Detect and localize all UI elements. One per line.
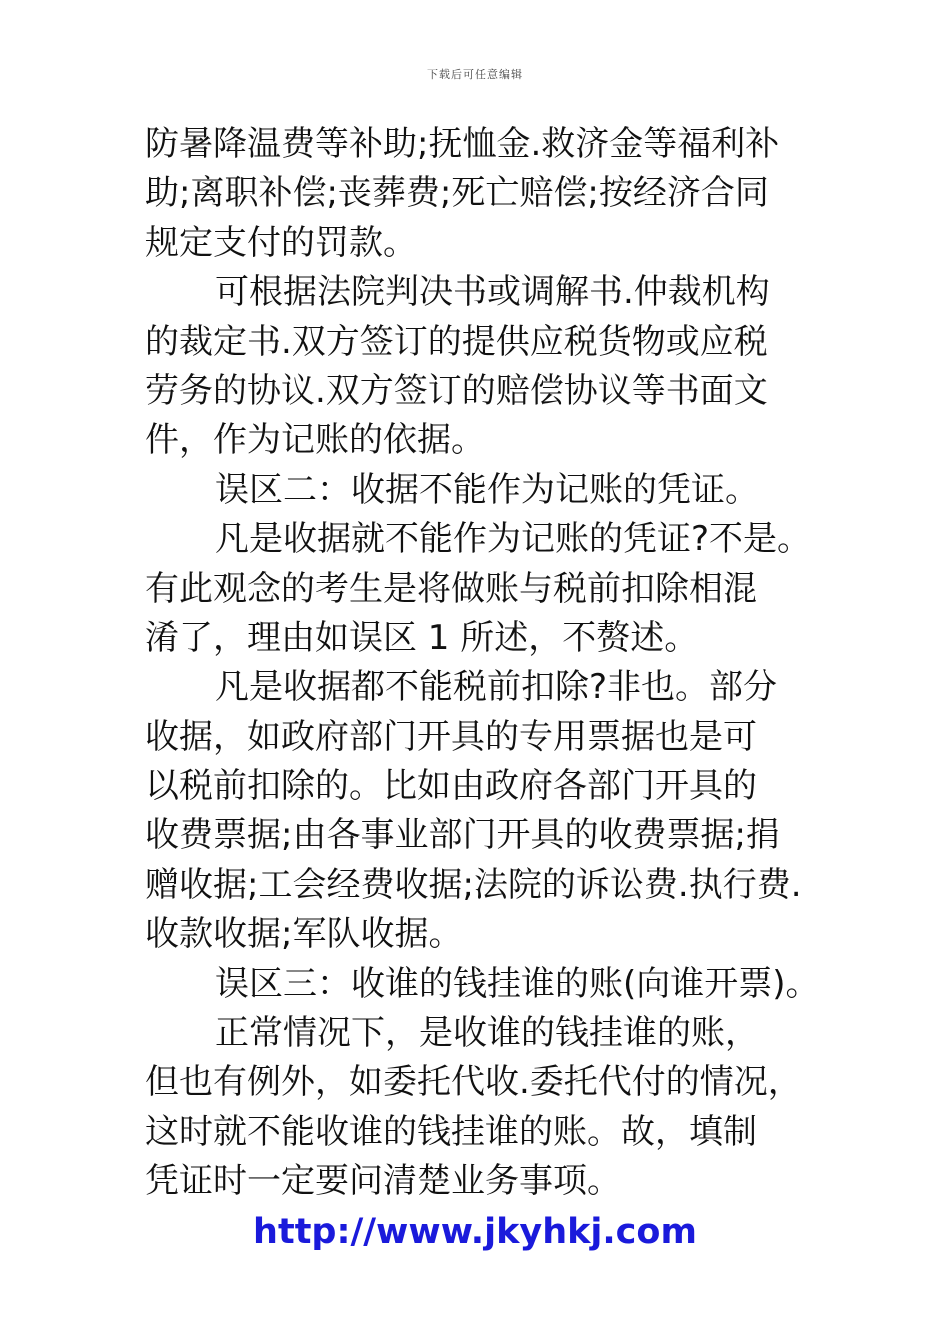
text-line: 的裁定书.双方签订的提供应税货物或应税: [145, 321, 768, 362]
text-line: 这时就不能收谁的钱挂谁的账。故，填制: [145, 1111, 757, 1152]
text-line: 淆了，理由如误区 1 所述，不赘述。: [145, 617, 699, 658]
text-line: 收款收据;军队收据。: [145, 914, 463, 955]
paragraph-start-line: 凡是收据都不能税前扣除?非也。部分: [215, 667, 778, 708]
text-line: 收据，如政府部门开具的专用票据也是可: [145, 716, 757, 757]
text-line: 凭证时一定要问清楚业务事项。: [145, 1161, 621, 1202]
text-line: 防暑降温费等补助;抚恤金.救济金等福利补: [145, 124, 780, 164]
website-link[interactable]: http://www.jkyhkj.com: [253, 1212, 697, 1252]
text-line: 但也有例外，如委托代收.委托代付的情况，: [145, 1062, 802, 1103]
document-body: [145, 120, 820, 1207]
text-line: 赠收据;工会经费收据;法院的诉讼费.执行费.: [145, 864, 802, 905]
text-line: 件，作为记账的依据。: [145, 420, 485, 461]
text-line: 有此观念的考生是将做账与税前扣除相混: [145, 568, 757, 609]
text-line: 规定支付的罚款。: [145, 222, 417, 263]
paragraph-start-line: 可根据法院判决书或调解书.仲裁机构: [215, 272, 770, 313]
section-heading-misconception-2: 误区二：收据不能作为记账的凭证。: [215, 469, 759, 510]
paragraph-start-line: 凡是收据就不能作为记账的凭证?不是。: [215, 519, 812, 560]
text-line: 收费票据;由各事业部门开具的收费票据;捐: [145, 815, 780, 856]
page-header: 下载后可任意编辑: [427, 68, 523, 81]
text-line: 助;离职补偿;丧葬费;死亡赔偿;按经济合同: [145, 173, 769, 214]
text-line: 劳务的协议.双方签订的赔偿协议等书面文: [145, 370, 768, 411]
text-line: 以税前扣除的。比如由政府各部门开具的: [145, 766, 757, 807]
section-heading-misconception-3: 误区三：收谁的钱挂谁的账(向谁开票)。: [215, 963, 820, 1004]
paragraph-start-line: 正常情况下，是收谁的钱挂谁的账，: [215, 1013, 759, 1054]
